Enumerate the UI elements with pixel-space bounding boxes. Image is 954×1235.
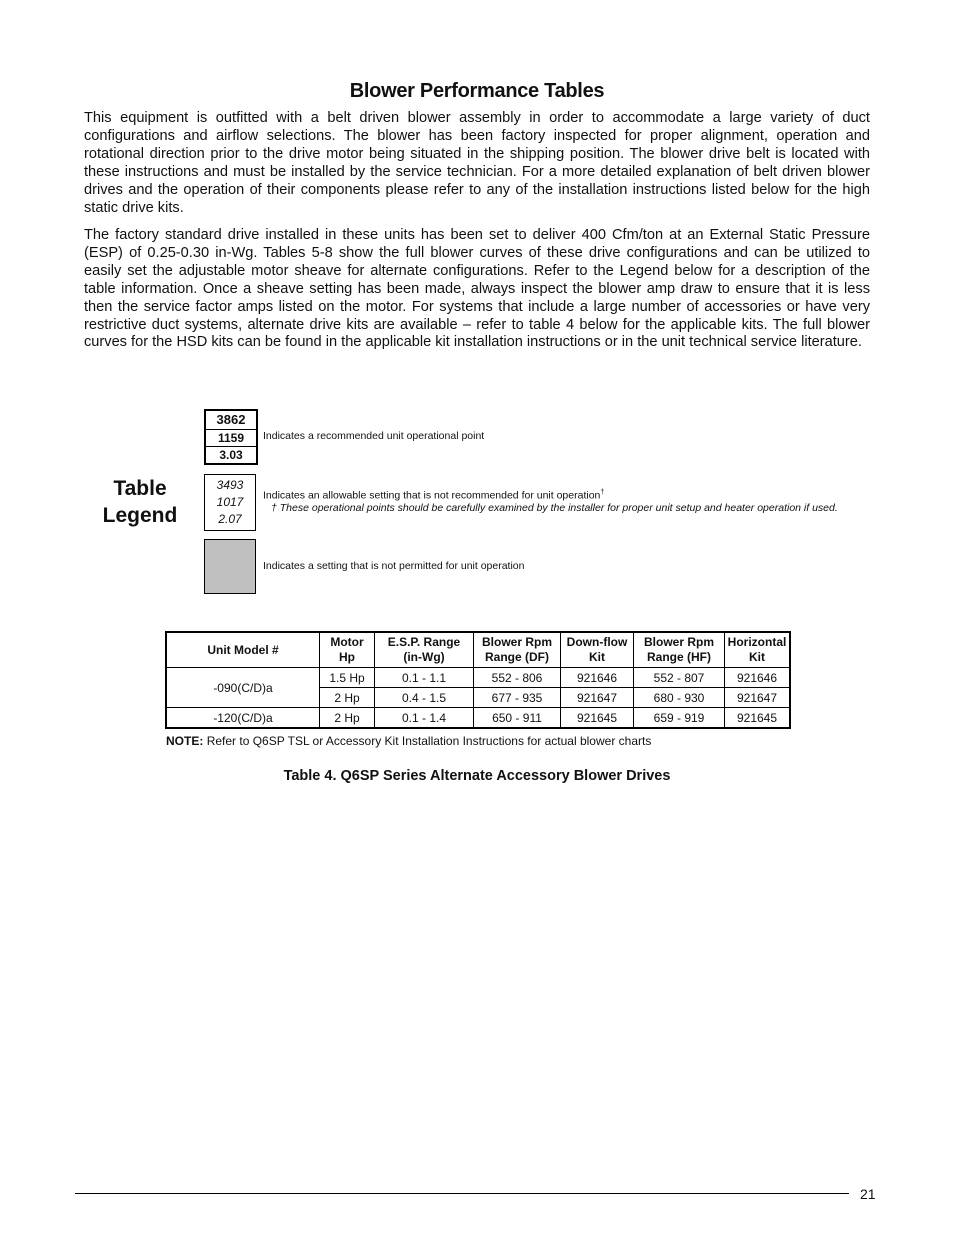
note-text: Refer to Q6SP TSL or Accessory Kit Installation Instructions for actual blower charts <box>206 734 652 748</box>
cell-df-kit: 921647 <box>561 688 634 708</box>
table-note <box>166 734 651 748</box>
table-header-row <box>166 632 790 668</box>
legend-allowable-box <box>204 474 256 531</box>
cell-rpm-hf: 552 - 807 <box>634 668 725 688</box>
cell-hf-kit: 921646 <box>725 668 791 688</box>
table-caption: Table 4. Q6SP Series Alternate Accessory Blower Drives <box>283 768 671 784</box>
legend-recommended-box <box>204 409 258 465</box>
cell-rpm-hf: 659 - 919 <box>634 708 725 729</box>
legend-recommended-desc: Indicates a recommended unit operational point <box>263 430 485 442</box>
cell-hp: 2 Hp <box>320 708 375 729</box>
page-number: 21 <box>860 1186 876 1202</box>
cell-model: -120(C/D)a <box>166 708 320 729</box>
header-rpm-hf: Blower Rpm Range (HF) <box>634 632 725 668</box>
legend-recommended-rpm: 1159 <box>206 430 256 447</box>
header-motor-hp: Motor Hp <box>320 632 375 668</box>
cell-hp: 1.5 Hp <box>320 668 375 688</box>
drive-paragraph: The factory standard drive installed in these units has been set to deliver 400 Cfm/ton at an External Static Pressure (ESP) of 0.25-0.30 in-Wg. Tables 5-8 show the full blower curves of these drive configurations and can be utilized to easily set the adjustable motor sheave for alternate configurations. Refer to the Legend below for a description of the table information. Once a sheave setting has been made, always inspect the blower amp draw to ensure that it is less then the service factor amps listed on the motor. For systems that include a large number of accessories or have very restrictive duct systems, alternate drive kits are available – refer to table 4 below for the applicable kits. The full blower curves for the HSD kits can be found in the applicable kit installation instructions or in the unit technical service literature. <box>84 227 870 351</box>
legend-title <box>96 475 184 529</box>
cell-esp: 0.4 - 1.5 <box>375 688 474 708</box>
cell-esp: 0.1 - 1.4 <box>375 708 474 729</box>
cell-hf-kit: 921645 <box>725 708 791 729</box>
legend-recommended-cfm: 3862 <box>206 411 256 430</box>
header-rpm-df: Blower Rpm Range (DF) <box>474 632 561 668</box>
legend-allowable-rpm: 1017 <box>216 495 244 509</box>
legend-allowable-desc-text: Indicates an allowable setting that is not recommended for unit operation <box>263 489 601 502</box>
intro-paragraph: This equipment is outfitted with a belt driven blower assembly in order to accommodate a large variety of duct configurations and airflow selections. The blower has been factory inspected for proper alignment, operation and rotational direction prior to the drive motor being situated in the shipping position. The blower drive belt is located with these instructions and must be installed by the service technician. For a more detailed explanation of belt driven blower drives and the operation of their components please refer to any of the installation instructions listed below for the high static drive kits. <box>84 110 870 216</box>
legend-not-permitted-swatch <box>204 539 256 594</box>
table-row <box>166 708 790 729</box>
cell-df-kit: 921646 <box>561 668 634 688</box>
note-label: NOTE: <box>166 734 204 748</box>
legend-not-permitted-desc: Indicates a setting that is not permitted for unit operation <box>263 560 525 572</box>
legend-title-line1: Table <box>113 477 167 500</box>
header-unit-model: Unit Model # <box>166 632 320 668</box>
page-title: Blower Performance Tables <box>349 80 605 102</box>
dagger-mark: † <box>600 489 605 496</box>
cell-rpm-df: 677 - 935 <box>474 688 561 708</box>
table-row <box>166 668 790 688</box>
legend-title-line2: Legend <box>102 504 178 527</box>
header-horizontal-kit: Horizontal Kit <box>725 632 791 668</box>
legend-recommended-bhp: 3.03 <box>219 448 243 462</box>
cell-rpm-hf: 680 - 930 <box>634 688 725 708</box>
legend-allowable-desc <box>263 489 604 502</box>
accessory-drives-table <box>165 631 791 729</box>
legend-allowable-cfm: 3493 <box>216 478 244 492</box>
cell-df-kit: 921645 <box>561 708 634 729</box>
cell-rpm-df: 650 - 911 <box>474 708 561 729</box>
cell-model: -090(C/D)a <box>166 668 320 708</box>
legend-allowable-bhp: 2.07 <box>218 512 242 526</box>
header-downflow-kit: Down-flow Kit <box>561 632 634 668</box>
footer-divider <box>75 1193 849 1194</box>
legend-footnote: † These operational points should be carefully examined by the installer for proper unit setup and heater operation if used. <box>271 502 838 514</box>
cell-rpm-df: 552 - 806 <box>474 668 561 688</box>
cell-hp: 2 Hp <box>320 688 375 708</box>
cell-esp: 0.1 - 1.1 <box>375 668 474 688</box>
header-esp-range: E.S.P. Range (in-Wg) <box>375 632 474 668</box>
cell-hf-kit: 921647 <box>725 688 791 708</box>
